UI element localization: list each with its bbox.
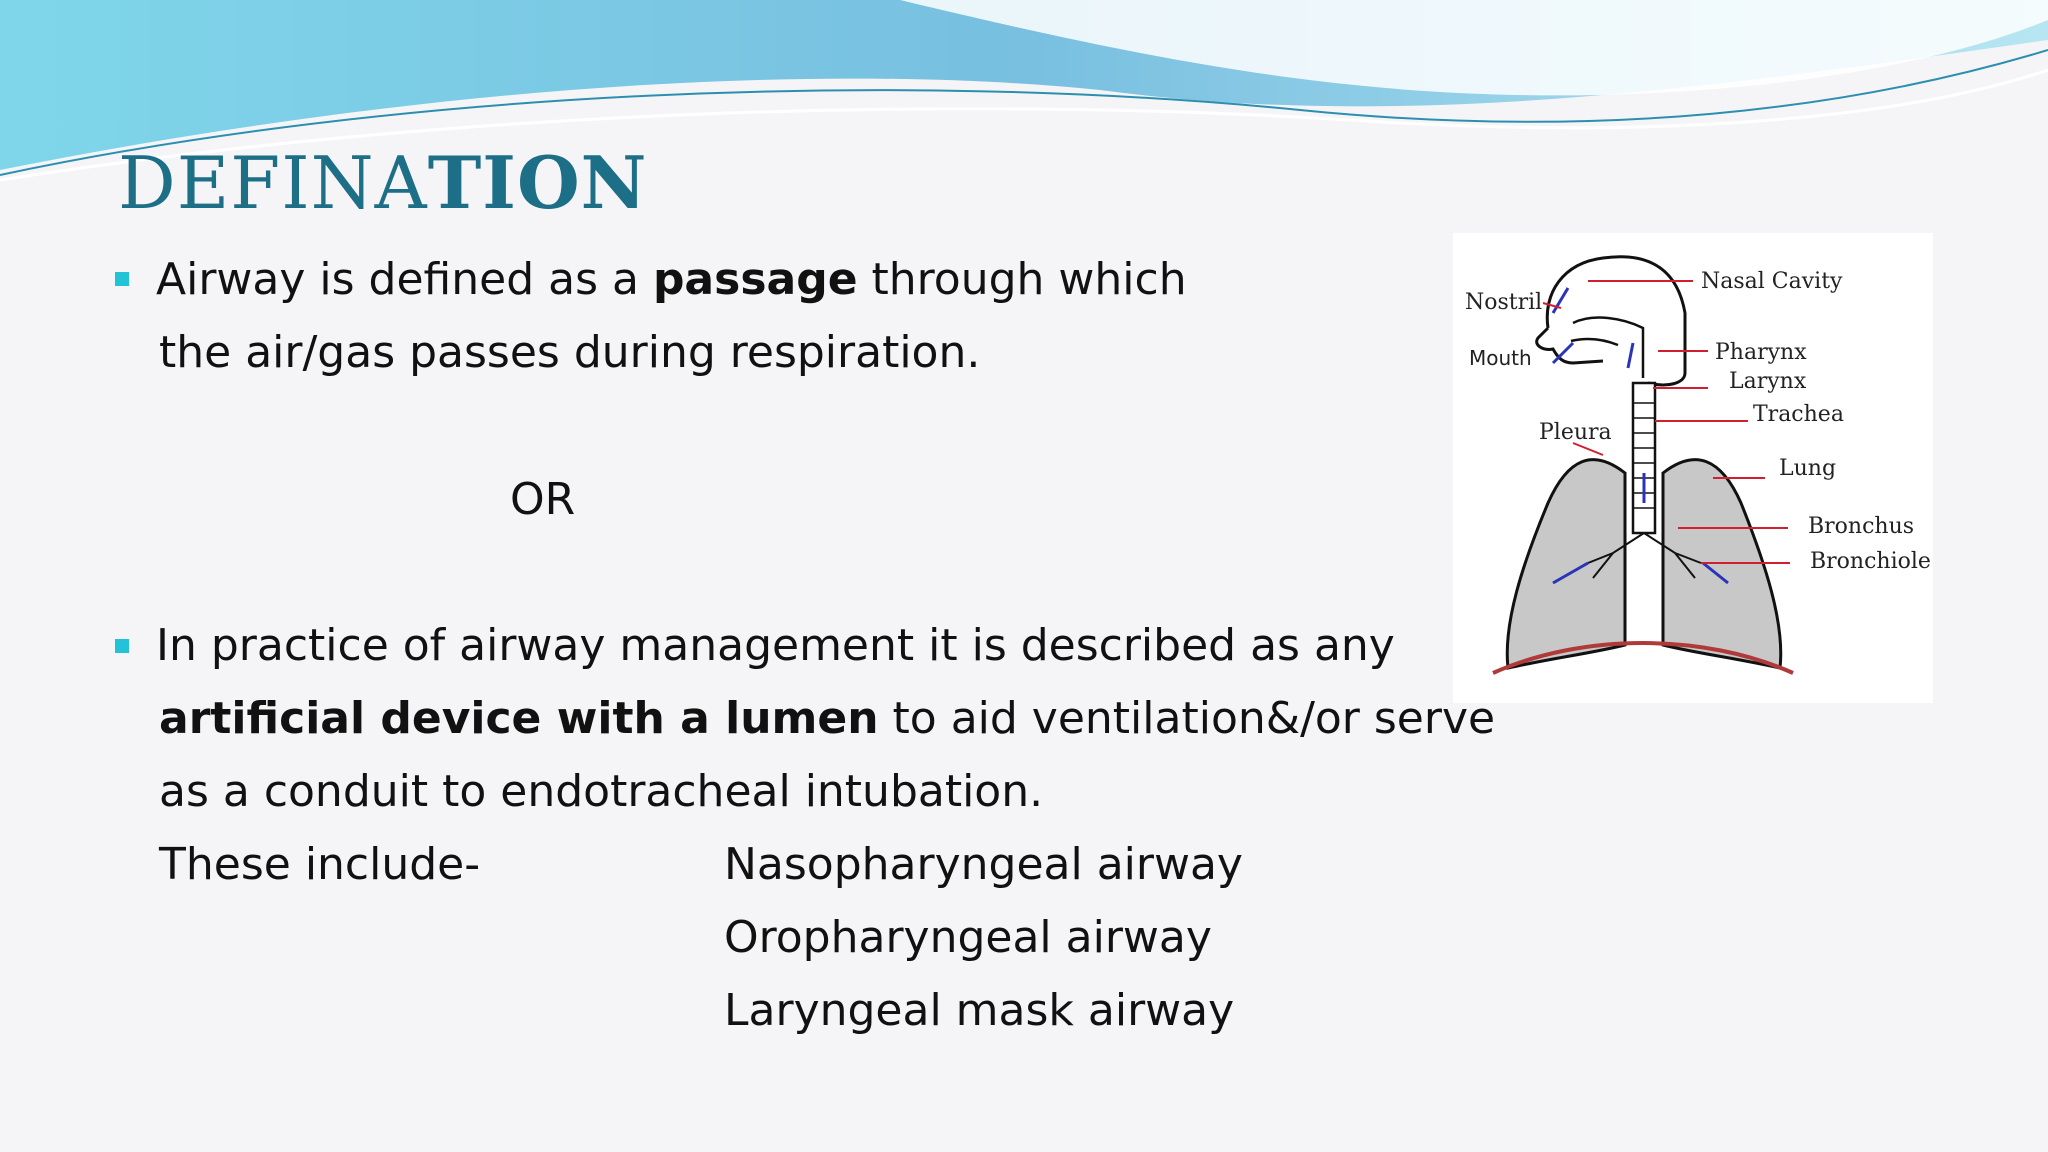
or-text: OR (510, 474, 576, 525)
label-larynx: Larynx (1729, 369, 1807, 394)
bullet2-bold: artificial device with a lumen (159, 693, 879, 744)
bullet1-line1 (156, 254, 1187, 305)
include-label: These include- (159, 839, 481, 890)
airway-item: Nasopharyngeal airway (724, 839, 1243, 890)
label-pleura: Pleura (1539, 420, 1612, 445)
label-bronchus: Bronchus (1808, 514, 1915, 539)
title-part1: DEFINA (118, 141, 428, 225)
bullet1-line2: the air/gas passes during respiration. (159, 327, 981, 378)
bullet-marker (115, 272, 129, 286)
label-nasal-cavity: Nasal Cavity (1701, 269, 1843, 294)
bullet2-line1: In practice of airway management it is described as any (156, 620, 1395, 671)
label-lung: Lung (1779, 456, 1837, 481)
label-nostril: Nostril (1465, 290, 1543, 315)
bullet2-rest: to aid ventilation&/or serve (878, 693, 1496, 744)
label-bronchiole: Bronchiole (1810, 549, 1931, 574)
bullet1-pre: Airway is defined as a (156, 254, 653, 305)
slide-title (118, 140, 647, 225)
palate-line (1571, 339, 1618, 345)
label-trachea: Trachea (1753, 402, 1844, 427)
label-mouth: Mouth (1469, 346, 1532, 370)
left-lung (1507, 460, 1625, 668)
bullet2-line3: as a conduit to endotracheal intubation. (159, 766, 1044, 817)
head-outline (1547, 257, 1685, 385)
bullet1-post: through which (857, 254, 1187, 305)
label-pharynx: Pharynx (1715, 340, 1807, 365)
airway-item: Oropharyngeal airway (724, 912, 1212, 963)
trachea-shape (1633, 383, 1655, 533)
bullet-marker (115, 639, 129, 653)
respiratory-system-diagram (1453, 233, 1933, 703)
airway-item: Laryngeal mask airway (724, 985, 1235, 1036)
bullet1-bold: passage (652, 254, 858, 305)
bullet2-line2 (159, 693, 1496, 744)
title-part2: TION (427, 140, 648, 225)
